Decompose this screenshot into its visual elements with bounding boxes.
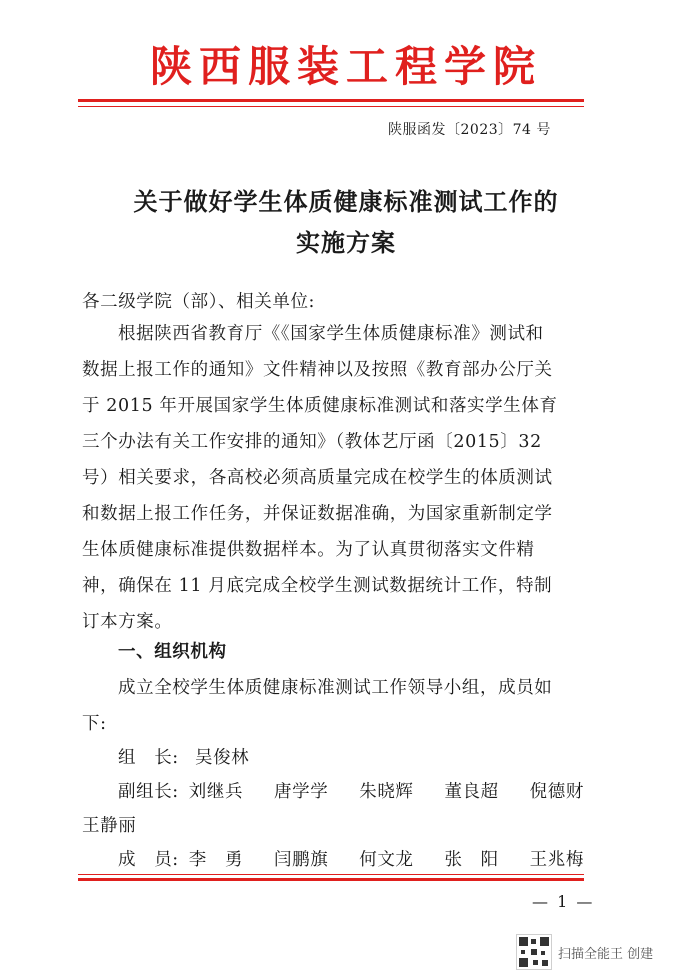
members-row [118,846,584,871]
member-name: 李 勇 [188,850,244,870]
footer-rule-thin [78,874,584,875]
section-intro-continuation: 下: [82,714,107,734]
body-line: 订本方案。 [82,612,173,632]
document-number: 陕服函发〔2023〕74 号 [388,122,551,138]
page-number: — 1 — [532,892,595,911]
deputy-name: 刘继兵 [188,782,244,802]
deputy-name: 朱晓辉 [359,782,414,802]
deputy-row [118,778,584,803]
document-title-line-1: 关于做好学生体质健康标准测试工作的 [133,187,559,216]
body-line: 神，确保在 11 月底完成全校学生测试数据统计工作，特制 [82,576,553,596]
body-line: 生体质健康标准提供数据样本。为了认真贯彻落实文件精 [82,540,535,560]
deputy-name: 倪德财 [529,782,584,802]
member-name: 何文龙 [359,850,414,870]
footer-rule-thick [78,878,584,881]
leader-row [118,744,249,769]
member-name: 王兆梅 [529,850,584,870]
watermark-text: 扫描全能王 创建 [558,946,654,962]
members-label: 成 员: [118,850,179,870]
deputy-label: 副组长: [118,782,179,802]
leader-name: 吴俊林 [194,748,250,768]
section-intro: 成立全校学生体质健康标准测试工作领导小组，成员如 [118,678,553,698]
body-line: 三个办法有关工作安排的通知》（教体艺厅函〔2015〕32 [82,432,542,452]
deputy-name: 王静丽 [82,816,137,836]
institution-name: 陕西服装工程学院 [149,42,542,91]
scanner-watermark [516,934,653,970]
body-line: 根据陕西省教育厅《《国家学生体质健康标准》测试和 [118,324,544,344]
qr-code-icon [516,934,552,970]
leader-label: 组 长: [118,748,179,768]
body-line: 和数据上报工作任务，并保证数据准确，为国家重新制定学 [82,504,553,524]
salutation: 各二级学院（部）、相关单位: [82,292,316,312]
deputy-name: 董良超 [444,782,499,802]
body-line: 于 2015 年开展国家学生体质健康标准测试和落实学生体育 [82,396,558,416]
section-heading: 一、组织机构 [118,642,227,662]
member-name: 张 阳 [444,850,499,870]
body-line: 号）相关要求，各高校必须高质量完成在校学生的体质测试 [82,468,553,488]
member-name: 闫鹏旗 [274,850,329,870]
document-title-line-2: 实施方案 [296,228,396,257]
deputy-name: 唐学学 [274,782,329,802]
header-rule-thick [78,99,584,102]
body-line: 数据上报工作的通知》文件精神以及按照《教育部办公厅关 [82,360,553,380]
header-rule-thin [78,106,584,107]
